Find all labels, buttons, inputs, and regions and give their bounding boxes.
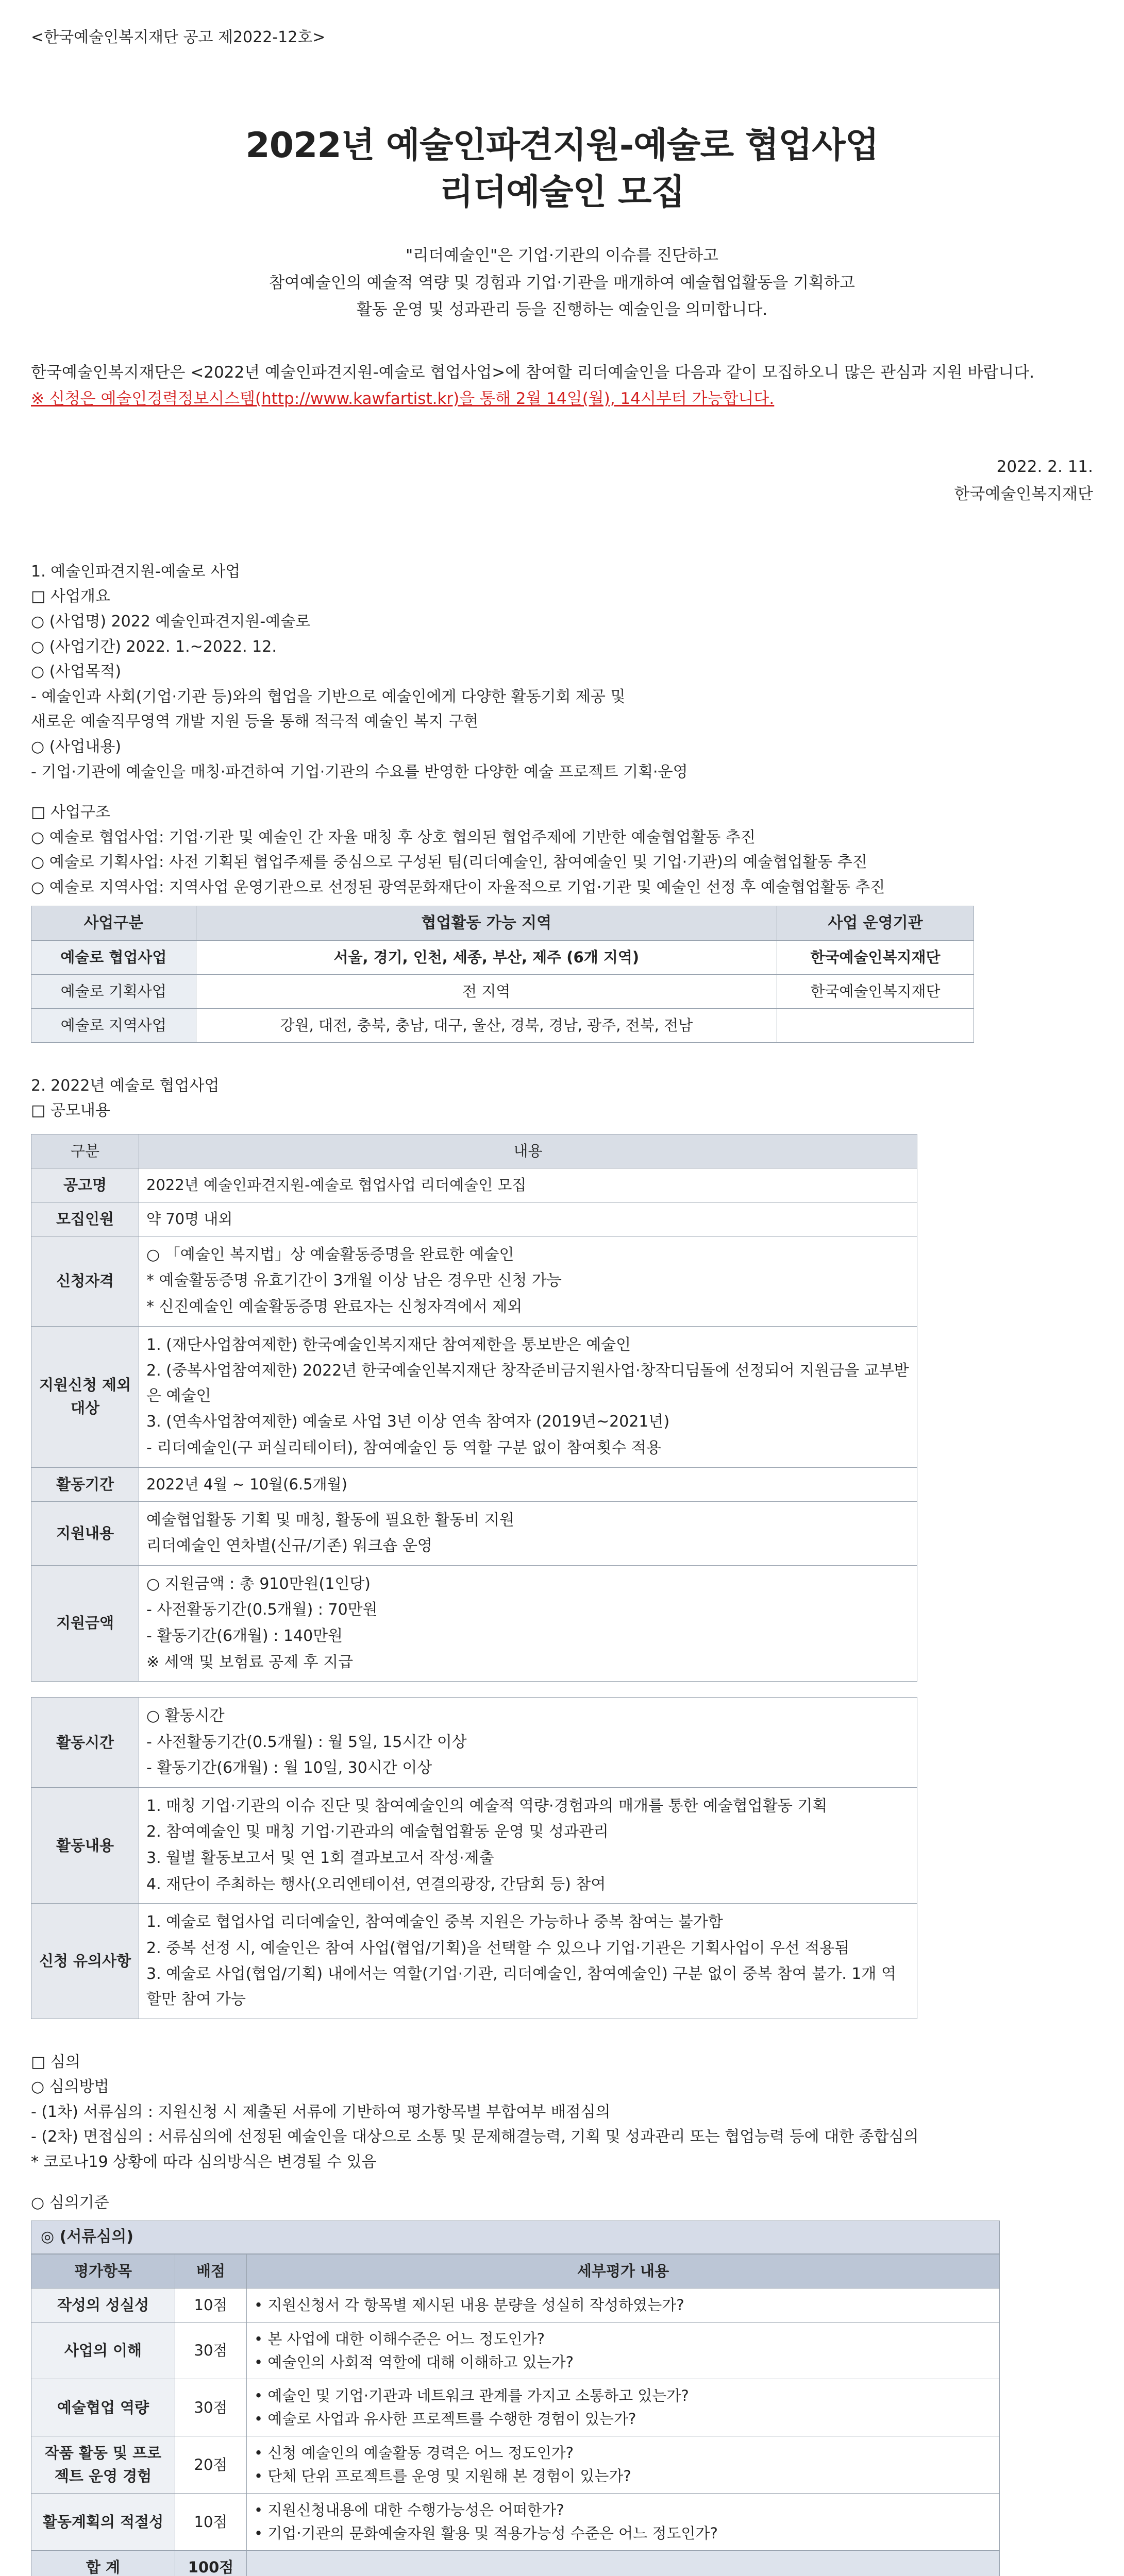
text-line — [31, 2175, 1093, 2191]
table-header: 사업구분 — [31, 906, 196, 941]
table-cell: 강원, 대전, 충북, 충남, 대구, 울산, 경북, 경남, 광주, 전북, 전남 — [196, 1008, 777, 1042]
text-line: ○ 지원금액 : 총 910만원(1인당) — [146, 1574, 371, 1593]
table-cell: 약 70명 내외 — [139, 1202, 917, 1236]
exclusion-cell — [139, 1326, 917, 1467]
text-line: - 사전활동기간(0.5개월) : 70만원 — [146, 1601, 378, 1619]
text-line: 2. 참여예술인 및 매칭 기업·기관과의 예술협업활동 운영 및 성과관리 — [146, 1823, 609, 1841]
table-header: 세부평가 내용 — [247, 2254, 1000, 2288]
table-row — [31, 2494, 1000, 2551]
table-header: 구분 — [31, 1134, 139, 1168]
table-cell: 10점 — [175, 2288, 247, 2322]
table-cell: 30점 — [175, 2379, 247, 2436]
text-line: ○ 심의방법 — [31, 2078, 109, 2096]
intro-line: 활동 운영 및 성과관리 등을 진행하는 예술인을 의미합니다. — [356, 300, 768, 319]
text-line: 1. 예술인파견지원-예술로 사업 — [31, 562, 241, 581]
organization-name: 한국예술인복지재단 — [954, 485, 1093, 504]
table-header: 협업활동 가능 지역 — [196, 906, 777, 941]
section-business-overview — [31, 560, 1093, 785]
row-label: 활동내용 — [31, 1787, 139, 1903]
table-header: 내용 — [139, 1134, 917, 1168]
table-cell: 전 지역 — [196, 974, 777, 1008]
intro-text — [31, 242, 1093, 324]
text-line: * 코로나19 상황에 따라 심의방식은 변경될 수 있음 — [31, 2153, 377, 2171]
table-row — [31, 2436, 1000, 2494]
lead-line: 한국예술인복지재단은 <2022년 예술인파견지원-예술로 협업사업>에 참여할 리더예술인을 다음과 같이 모집하오니 많은 관심과 지원 바랍니다. — [31, 363, 1035, 382]
text-line: - 리더예술인(구 퍼실리테이터), 참여예술인 등 역할 구분 없이 참여횟수 적용 — [146, 1439, 661, 1457]
table-cell: 활동계획의 적절성 — [31, 2494, 175, 2551]
cautions-cell — [139, 1904, 917, 2019]
text-line: ○ 심의기준 — [31, 2193, 109, 2212]
table-cell: • 지원신청내용에 대한 수행가능성은 어떠한가? • 기업·기관의 문화예술자원 활용 및 적용가능성 수준은 어느 정도인가? — [247, 2494, 1000, 2551]
text-line: 3. (연속사업참여제한) 예술로 사업 3년 이상 연속 참여자 (2019년~2021년) — [146, 1413, 670, 1431]
table-cell: 사업의 이해 — [31, 2322, 175, 2379]
text-line: 리더예술인 연차별(신규/기존) 워크숍 운영 — [146, 1537, 432, 1555]
apply-link-notice[interactable]: ※ 신청은 예술인경력정보시스템(http://www.kawfartist.kr)을 통해 2월 14일(월), 14시부터 가능합니다. — [31, 389, 775, 409]
text-line: 2. 중복 선정 시, 예술인은 참여 사업(협업/기획)을 선택할 수 있으나 기업·기관은 기획사업이 우선 적용됨 — [146, 1939, 850, 1957]
row-label: 활동시간 — [31, 1698, 139, 1788]
row-label: 신청 유의사항 — [31, 1904, 139, 2019]
structure-table — [31, 906, 974, 1043]
table-cell: 예술로 기획사업 — [31, 974, 196, 1008]
text-line: ○ 활동시간 — [146, 1707, 225, 1725]
text-line: ○ 「예술인 복지법」상 예술활동증명을 완료한 예술인 — [146, 1245, 514, 1264]
table-cell: 작품 활동 및 프로젝트 운영 경험 — [31, 2436, 175, 2494]
text-line: - 활동기간(6개월) : 140만원 — [146, 1626, 343, 1645]
row-label: 모집인원 — [31, 1202, 139, 1236]
table-row — [31, 1008, 974, 1042]
row-label: 지원신청 제외대상 — [31, 1326, 139, 1467]
table-cell: 예술로 협업사업 — [31, 941, 196, 975]
text-line: ○ (사업내용) — [31, 737, 122, 756]
text-line: - 활동기간(6개월) : 월 10일, 30시간 이상 — [146, 1759, 432, 1777]
text-line: * 예술활동증명 유효기간이 3개월 이상 남은 경우만 신청 가능 — [146, 1272, 562, 1290]
table-cell: 2022년 4월 ~ 10월(6.5개월) — [139, 1467, 917, 1501]
text-line: 1. 매칭 기업·기관의 이슈 진단 및 참여예술인의 예술적 역량·경험과의 매개를 통한 예술협업활동 기획 — [146, 1797, 828, 1815]
total-cell: 100점 — [175, 2551, 247, 2576]
date-block — [31, 453, 1093, 507]
title-line-2: 리더예술인 모집 — [439, 172, 685, 213]
text-line: 2. (중복사업참여제한) 2022년 한국예술인복지재단 창작준비금지원사업·창작디딤돌에 선정되어 지원금을 교부받은 예술인 — [146, 1362, 909, 1405]
table-cell: • 본 사업에 대한 이해수준은 어느 정도인가? • 예술인의 사회적 역할에 대해 이해하고 있는가? — [247, 2322, 1000, 2379]
table-cell: 10점 — [175, 2494, 247, 2551]
text-line: * 신진예술인 예술활동증명 완료자는 신청자격에서 제외 — [146, 1298, 523, 1316]
text-line: ※ 세액 및 보험료 공제 후 지급 — [146, 1653, 354, 1671]
row-label: 활동기간 — [31, 1467, 139, 1501]
table-cell: 30점 — [175, 2322, 247, 2379]
text-line: 3. 예술로 사업(협업/기획) 내에서는 역할(기업·기관, 리더예술인, 참여예술인) 구분 없이 중복 참여 불가. 1개 역할만 참여 가능 — [146, 1965, 896, 2009]
text-line: □ 사업구조 — [31, 803, 110, 822]
table-cell: • 신청 예술인의 예술활동 경력은 어느 정도인가? • 단체 단위 프로젝트를 운영 및 지원해 본 경험이 있는가? — [247, 2436, 1000, 2494]
table-header: 사업 운영기관 — [777, 906, 974, 941]
text-line: ○ (사업기간) 2022. 1.~2022. 12. — [31, 637, 277, 656]
text-line: 1. 예술로 협업사업 리더예술인, 참여예술인 중복 지원은 가능하나 중복 참여는 불가함 — [146, 1913, 723, 1931]
text-line: ○ 예술로 지역사업: 지역사업 운영기관으로 선정된 광역문화재단이 자율적으로 기업·기관 및 예술인 선정 후 예술협업활동 추진 — [31, 878, 885, 896]
section-subtitle: □ 공모내용 — [31, 1101, 110, 1120]
call-details-table — [31, 1134, 917, 1682]
table-cell: 서울, 경기, 인천, 세종, 부산, 제주 (6개 지역) — [196, 941, 777, 975]
table-cell — [777, 1008, 974, 1042]
table-cell: 한국예술인복지재단 — [777, 941, 974, 975]
activity-table — [31, 1697, 917, 2019]
intro-line: "리더예술인"은 기업·기관의 이슈를 진단하고 — [406, 246, 718, 265]
table-cell: 한국예술인복지재단 — [777, 974, 974, 1008]
table-cell: 예술협업 역량 — [31, 2379, 175, 2436]
table-row — [31, 941, 974, 975]
text-line: - 예술인과 사회(기업·기관 등)와의 협업을 기반으로 예술인에게 다양한 활동기회 제공 및 — [31, 687, 626, 706]
text-line: 새로운 예술직무영역 개발 지원 등을 통해 적극적 예술인 복지 구현 — [31, 713, 479, 731]
section-title: 2. 2022년 예술로 협업사업 — [31, 1076, 220, 1095]
table-row — [31, 2379, 1000, 2436]
contents-cell — [139, 1787, 917, 1903]
notice-date: 2022. 2. 11. — [996, 457, 1093, 477]
table-cell: • 지원신청서 각 항목별 제시된 내용 분량을 성실히 작성하였는가? — [247, 2288, 1000, 2322]
text-line: ○ (사업목적) — [31, 663, 122, 681]
row-label: 지원금액 — [31, 1565, 139, 1681]
notice-number: <한국예술인복지재단 공고 제2022-12호> — [31, 28, 326, 46]
section-business-structure — [31, 800, 1093, 900]
text-line: - (1차) 서류심의 : 지원신청 시 제출된 서류에 기반하여 평가항목별 부합여부 배점심의 — [31, 2103, 611, 2121]
table-cell: 2022년 예술인파견지원-예술로 협업사업 리더예술인 모집 — [139, 1168, 917, 1202]
section-review — [31, 2050, 1093, 2216]
hours-cell — [139, 1698, 917, 1788]
text-line: ○ 예술로 기획사업: 사전 기획된 협업주제를 중심으로 구성된 팀(리더예술인, 참여예술인 및 기업·기관)의 예술협업활동 추진 — [31, 853, 867, 872]
amount-cell — [139, 1565, 917, 1681]
page-title — [31, 122, 1093, 217]
text-line: - (2차) 면접심의 : 서류심의에 선정된 예술인을 대상으로 소통 및 문제해결능력, 기획 및 성과관리 또는 협업능력 등에 대한 종합심의 — [31, 2128, 919, 2146]
row-label: 지원내용 — [31, 1501, 139, 1565]
table-cell: 예술로 지역사업 — [31, 1008, 196, 1042]
support-cell — [139, 1501, 917, 1565]
text-line: ○ 예술로 협업사업: 기업·기관 및 예술인 간 자율 매칭 후 상호 협의된 협업주제에 기반한 예술협업활동 추진 — [31, 828, 756, 846]
table-cell: 작성의 성실성 — [31, 2288, 175, 2322]
text-line: ○ (사업명) 2022 예술인파견지원-예술로 — [31, 613, 311, 631]
eligibility-cell — [139, 1236, 917, 1326]
intro-line: 참여예술인의 예술적 역량 및 경험과 기업·기관을 매개하여 예술협업활동을 기획하고 — [269, 273, 855, 292]
row-label: 공고명 — [31, 1168, 139, 1202]
title-line-1: 2022년 예술인파견지원-예술로 협업사업 — [245, 125, 879, 166]
text-line: □ 사업개요 — [31, 587, 110, 606]
text-line: 1. (재단사업참여제한) 한국예술인복지재단 참여제한을 통보받은 예술인 — [146, 1335, 631, 1354]
doc-review-head: ◎ (서류심의) — [31, 2221, 1000, 2254]
text-line: 3. 월별 활동보고서 및 연 1회 결과보고서 작성·제출 — [146, 1849, 494, 1868]
row-label: 신청자격 — [31, 1236, 139, 1326]
table-row — [31, 974, 974, 1008]
text-line: 예술협업활동 기획 및 매칭, 활동에 필요한 활동비 지원 — [146, 1511, 514, 1529]
table-row — [31, 2322, 1000, 2379]
total-cell: 합 계 — [31, 2551, 175, 2576]
text-line: □ 심의 — [31, 2053, 80, 2071]
text-line: - 기업·기관에 예술인을 매칭·파견하여 기업·기관의 수요를 반영한 다양한 예술 프로젝트 기획·운영 — [31, 762, 688, 781]
table-cell: 20점 — [175, 2436, 247, 2494]
text-line: 4. 재단이 주최하는 행사(오리엔테이션, 연결의광장, 간담회 등) 참여 — [146, 1875, 606, 1893]
table-row — [31, 2288, 1000, 2322]
lead-text — [31, 360, 1093, 412]
table-header: 배점 — [175, 2254, 247, 2288]
doc-review-table — [31, 2254, 1000, 2576]
text-line: - 사전활동기간(0.5개월) : 월 5일, 15시간 이상 — [146, 1733, 467, 1751]
table-cell: • 예술인 및 기업·기관과 네트워크 관계를 가지고 소통하고 있는가? • 예술로 사업과 유사한 프로젝트를 수행한 경험이 있는가? — [247, 2379, 1000, 2436]
total-row — [31, 2551, 1000, 2576]
table-header: 평가항목 — [31, 2254, 175, 2288]
